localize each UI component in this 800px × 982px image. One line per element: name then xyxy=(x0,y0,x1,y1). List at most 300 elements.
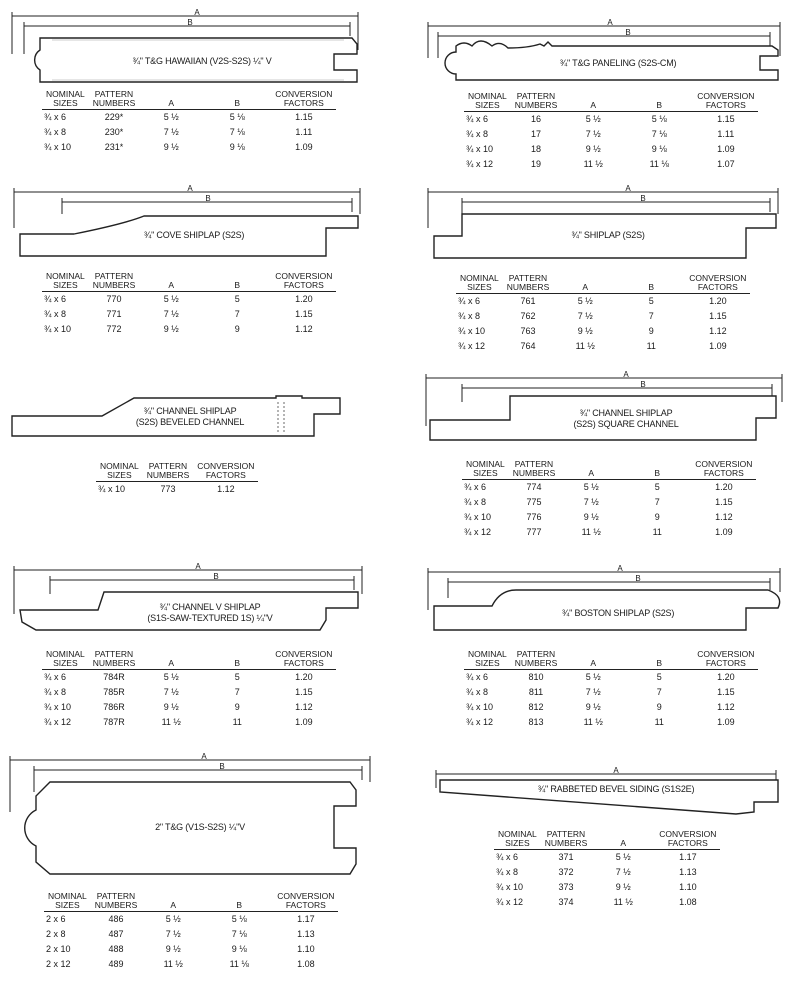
cell-a: 7 ½ xyxy=(615,867,631,877)
cell-size: 2 x 8 xyxy=(46,929,66,939)
profile-label-line: ¾" CHANNEL V SHIPLAP xyxy=(159,602,261,612)
cell-pattern: 230* xyxy=(104,127,124,137)
cell-pattern: 487 xyxy=(108,929,124,939)
cell-pattern: 372 xyxy=(558,867,574,877)
cell-factor: 1.17 xyxy=(297,914,315,924)
header-pattern: PATTERN NUMBERS xyxy=(503,274,554,294)
profile-drawing-tg-hawaiian xyxy=(12,8,372,88)
profile-drawing-cove-shiplap xyxy=(14,184,374,264)
cell-size: ¾ x 8 xyxy=(466,129,489,139)
header-b: B xyxy=(205,892,273,912)
table-row xyxy=(44,927,338,942)
cell-b: 9 xyxy=(234,702,240,712)
cell-pattern: 784R xyxy=(103,672,125,682)
cell-pattern: 18 xyxy=(530,144,541,154)
cell-a: 7 ½ xyxy=(577,311,593,321)
cell-a: 5 ½ xyxy=(163,672,179,682)
cell-size: ¾ x 12 xyxy=(44,717,72,727)
cell-b: 11 ⅛ xyxy=(649,159,669,169)
cell-a: 5 ½ xyxy=(583,482,599,492)
cell-factor: 1.20 xyxy=(717,672,735,682)
cell-factor: 1.12 xyxy=(717,702,735,712)
cell-pattern: 17 xyxy=(530,129,541,139)
profile-label xyxy=(110,602,310,624)
table-row xyxy=(464,700,758,715)
spec-table xyxy=(42,90,336,155)
cell-pattern: 763 xyxy=(520,326,536,336)
dim-label-b: B xyxy=(640,194,646,203)
cell-size: ¾ x 12 xyxy=(464,527,492,537)
cell-b: 9 ⅛ xyxy=(651,144,667,154)
cell-a: 5 ½ xyxy=(615,852,631,862)
table-row xyxy=(42,292,336,308)
cell-factor: 1.15 xyxy=(717,687,735,697)
cell-factor: 1.12 xyxy=(709,326,727,336)
cell-pattern: 371 xyxy=(558,852,574,862)
cell-pattern: 776 xyxy=(526,512,542,522)
dim-label-a: A xyxy=(607,18,613,27)
cell-factor: 1.15 xyxy=(295,112,313,122)
header-b: B xyxy=(203,90,271,110)
profile-label: ¾" BOSTON SHIPLAP (S2S) xyxy=(561,608,675,618)
cell-size: ¾ x 8 xyxy=(458,311,481,321)
cell-pattern: 374 xyxy=(558,897,574,907)
header-nominal: NOMINAL SIZES xyxy=(96,462,143,482)
table-row xyxy=(456,294,750,310)
cell-pattern: 373 xyxy=(558,882,574,892)
cell-factor: 1.11 xyxy=(295,127,313,137)
cell-pattern: 229* xyxy=(104,112,124,122)
cell-size: 2 x 6 xyxy=(46,914,66,924)
cell-pattern: 231* xyxy=(104,142,124,152)
dim-label-b: B xyxy=(635,574,641,583)
header-conversion: CONVERSION FACTORS xyxy=(685,274,750,294)
cell-factor: 1.07 xyxy=(717,159,735,169)
table-row xyxy=(464,670,758,686)
cell-a: 7 ½ xyxy=(163,309,179,319)
cell-b: 11 ⅛ xyxy=(229,959,249,969)
dim-label-a: A xyxy=(201,752,207,761)
header-conversion: CONVERSION FACTORS xyxy=(273,892,338,912)
header-b: B xyxy=(617,274,685,294)
cell-size: ¾ x 8 xyxy=(44,309,67,319)
profile-drawing-shiplap xyxy=(428,184,788,264)
header-nominal: NOMINAL SIZES xyxy=(42,650,89,670)
cell-size: ¾ x 10 xyxy=(44,702,72,712)
cell-pattern: 761 xyxy=(520,296,536,306)
cell-b: 7 xyxy=(648,311,654,321)
cell-size: ¾ x 10 xyxy=(496,882,524,892)
cell-b: 5 xyxy=(648,296,654,306)
cell-b: 5 ⅛ xyxy=(231,914,247,924)
cell-b: 5 ⅛ xyxy=(651,114,667,124)
cell-size: ¾ x 6 xyxy=(44,672,67,682)
cell-size: ¾ x 6 xyxy=(458,296,481,306)
profile-label-line: (S2S) SQUARE CHANNEL xyxy=(573,419,679,429)
cell-b: 9 ⅛ xyxy=(231,944,247,954)
header-conversion: CONVERSION FACTORS xyxy=(693,92,758,112)
spec-table xyxy=(464,650,758,730)
cell-factor: 1.15 xyxy=(717,114,735,124)
header-b: B xyxy=(203,650,271,670)
cell-size: ¾ x 6 xyxy=(466,672,489,682)
cell-b: 5 xyxy=(234,672,240,682)
table-row xyxy=(464,715,758,730)
header-nominal: NOMINAL SIZES xyxy=(456,274,503,294)
cell-factor: 1.15 xyxy=(295,309,313,319)
header-nominal: NOMINAL SIZES xyxy=(464,650,511,670)
cell-size: ¾ x 12 xyxy=(466,159,494,169)
header-a: A xyxy=(139,272,203,292)
spec-table xyxy=(42,650,336,730)
cell-b: 7 xyxy=(654,497,660,507)
dim-label-a: A xyxy=(195,562,201,571)
header-conversion: CONVERSION FACTORS xyxy=(271,272,336,292)
cell-factor: 1.09 xyxy=(709,341,727,351)
table-row xyxy=(462,495,756,510)
header-pattern: PATTERN NUMBERS xyxy=(89,90,140,110)
cell-pattern: 774 xyxy=(526,482,542,492)
table-row xyxy=(464,142,758,157)
cell-factor: 1.09 xyxy=(295,142,313,152)
profile-drawing-boston-shiplap xyxy=(428,564,788,644)
header-a: A xyxy=(553,274,617,294)
cell-pattern: 777 xyxy=(526,527,542,537)
dim-label-a: A xyxy=(623,370,629,379)
dim-label-a: A xyxy=(194,8,200,17)
cell-factor: 1.10 xyxy=(679,882,697,892)
cell-b: 7 ⅛ xyxy=(651,129,667,139)
cell-size: ¾ x 8 xyxy=(44,687,67,697)
cell-size: ¾ x 6 xyxy=(464,482,487,492)
cell-a: 11 ½ xyxy=(613,897,633,907)
dim-label-b: B xyxy=(219,762,225,771)
cell-factor: 1.20 xyxy=(295,294,313,304)
cell-factor: 1.20 xyxy=(295,672,313,682)
header-conversion: CONVERSION FACTORS xyxy=(271,90,336,110)
header-a: A xyxy=(561,650,625,670)
table-row xyxy=(464,157,758,172)
cell-size: 2 x 10 xyxy=(46,944,71,954)
header-conversion: CONVERSION FACTORS xyxy=(655,830,720,850)
header-nominal: NOMINAL SIZES xyxy=(494,830,541,850)
header-a: A xyxy=(559,460,623,480)
table-row xyxy=(456,339,750,354)
cell-b: 5 xyxy=(234,294,240,304)
cell-factor: 1.09 xyxy=(295,717,313,727)
cell-factor: 1.12 xyxy=(217,484,235,494)
table-row xyxy=(456,309,750,324)
spec-table xyxy=(462,460,756,540)
cell-a: 7 ½ xyxy=(585,687,601,697)
cell-pattern: 785R xyxy=(103,687,125,697)
cell-a: 9 ½ xyxy=(585,144,601,154)
table-row xyxy=(494,880,720,895)
table-row xyxy=(42,307,336,322)
cell-pattern: 812 xyxy=(528,702,544,712)
cell-factor: 1.11 xyxy=(717,129,735,139)
header-pattern: PATTERN NUMBERS xyxy=(541,830,592,850)
dim-label-b: B xyxy=(640,380,646,389)
table-row xyxy=(42,125,336,140)
dim-label-b: B xyxy=(625,28,631,37)
cell-size: ¾ x 10 xyxy=(44,142,72,152)
cell-factor: 1.09 xyxy=(715,527,733,537)
cell-size: ¾ x 12 xyxy=(458,341,486,351)
cell-factor: 1.13 xyxy=(297,929,315,939)
cell-size: ¾ x 12 xyxy=(496,897,524,907)
cell-b: 11 xyxy=(646,341,656,351)
cell-a: 9 ½ xyxy=(577,326,593,336)
cell-pattern: 771 xyxy=(106,309,122,319)
table-row xyxy=(42,322,336,337)
profile-label-line: ¾" CHANNEL SHIPLAP xyxy=(579,408,673,418)
cell-factor: 1.15 xyxy=(709,311,727,321)
cell-factor: 1.20 xyxy=(715,482,733,492)
cell-a: 11 ½ xyxy=(163,959,183,969)
cell-size: ¾ x 6 xyxy=(496,852,519,862)
cell-pattern: 773 xyxy=(160,484,176,494)
header-nominal: NOMINAL SIZES xyxy=(44,892,91,912)
header-pattern: PATTERN NUMBERS xyxy=(89,272,140,292)
cell-size: ¾ x 10 xyxy=(458,326,486,336)
cell-a: 9 ½ xyxy=(163,324,179,334)
cell-a: 7 ½ xyxy=(163,127,179,137)
cell-a: 7 ½ xyxy=(583,497,599,507)
header-nominal: NOMINAL SIZES xyxy=(462,460,509,480)
cell-a: 11 ½ xyxy=(161,717,181,727)
spec-table xyxy=(96,462,258,497)
cell-pattern: 764 xyxy=(520,341,536,351)
dim-label-b: B xyxy=(187,18,193,27)
dim-label-a: A xyxy=(617,564,623,573)
cell-pattern: 787R xyxy=(103,717,125,727)
cell-b: 7 ⅛ xyxy=(231,929,247,939)
dim-label-a: A xyxy=(625,184,631,193)
header-a: A xyxy=(139,650,203,670)
cell-size: 2 x 12 xyxy=(46,959,71,969)
cell-pattern: 16 xyxy=(530,114,541,124)
header-b: B xyxy=(625,650,693,670)
cell-b: 11 xyxy=(654,717,664,727)
header-pattern: PATTERN NUMBERS xyxy=(91,892,142,912)
cell-a: 9 ½ xyxy=(585,702,601,712)
cell-size: ¾ x 6 xyxy=(466,114,489,124)
cell-factor: 1.10 xyxy=(297,944,315,954)
cell-b: 11 xyxy=(232,717,242,727)
cell-a: 5 ½ xyxy=(163,112,179,122)
cell-a: 5 ½ xyxy=(163,294,179,304)
cell-size: ¾ x 8 xyxy=(44,127,67,137)
cell-factor: 1.13 xyxy=(679,867,697,877)
cell-a: 11 ½ xyxy=(583,159,603,169)
table-row xyxy=(494,865,720,880)
cell-factor: 1.15 xyxy=(295,687,313,697)
cell-pattern: 811 xyxy=(528,687,544,697)
cell-a: 9 ½ xyxy=(163,702,179,712)
cell-size: ¾ x 10 xyxy=(44,324,72,334)
cell-size: ¾ x 10 xyxy=(98,484,126,494)
header-a: A xyxy=(139,90,203,110)
cell-b: 7 xyxy=(234,309,240,319)
dim-label-b: B xyxy=(213,572,219,581)
header-conversion: CONVERSION FACTORS xyxy=(271,650,336,670)
header-a: A xyxy=(561,92,625,112)
cell-a: 11 ½ xyxy=(575,341,595,351)
profile-label: ¾" T&G HAWAIIAN (V2S-S2S) ¼" V xyxy=(132,56,272,66)
cell-factor: 1.09 xyxy=(717,144,735,154)
header-b: B xyxy=(203,272,271,292)
cell-a: 5 ½ xyxy=(577,296,593,306)
spec-table xyxy=(44,892,338,972)
profile-drawing-tg-paneling xyxy=(428,16,788,96)
table-row xyxy=(44,912,338,928)
header-conversion: CONVERSION FACTORS xyxy=(691,460,756,480)
cell-factor: 1.15 xyxy=(715,497,733,507)
header-conversion: CONVERSION FACTORS xyxy=(193,462,258,482)
cell-size: ¾ x 8 xyxy=(466,687,489,697)
profile-label-line: ¾" CHANNEL SHIPLAP xyxy=(143,406,237,416)
cell-size: ¾ x 8 xyxy=(496,867,519,877)
header-nominal: NOMINAL SIZES xyxy=(42,272,89,292)
cell-a: 9 ½ xyxy=(583,512,599,522)
cell-pattern: 19 xyxy=(530,159,541,169)
cell-size: ¾ x 10 xyxy=(466,702,494,712)
profile-label-line: (S2S) BEVELED CHANNEL xyxy=(135,417,245,427)
table-row xyxy=(42,700,336,715)
cell-pattern: 775 xyxy=(526,497,542,507)
header-pattern: PATTERN NUMBERS xyxy=(89,650,140,670)
header-b: B xyxy=(623,460,691,480)
cell-a: 11 ½ xyxy=(581,527,601,537)
table-row xyxy=(494,895,720,910)
table-row xyxy=(494,850,720,866)
header-a: A xyxy=(591,830,655,850)
header-a: A xyxy=(141,892,205,912)
table-row xyxy=(462,510,756,525)
cell-a: 5 ½ xyxy=(165,914,181,924)
table-row xyxy=(464,685,758,700)
header-pattern: PATTERN NUMBERS xyxy=(511,92,562,112)
cell-a: 7 ½ xyxy=(585,129,601,139)
table-row xyxy=(456,324,750,339)
cell-factor: 1.20 xyxy=(709,296,727,306)
cell-pattern: 770 xyxy=(106,294,122,304)
header-nominal: NOMINAL SIZES xyxy=(42,90,89,110)
profile-label: ¾" RABBETED BEVEL SIDING (S1S2E) xyxy=(537,784,695,794)
cell-b: 7 ⅛ xyxy=(229,127,245,137)
header-pattern: PATTERN NUMBERS xyxy=(509,460,560,480)
cell-b: 9 xyxy=(234,324,240,334)
cell-a: 11 ½ xyxy=(583,717,603,727)
profile-label xyxy=(110,406,270,428)
header-pattern: PATTERN NUMBERS xyxy=(511,650,562,670)
cell-b: 9 xyxy=(656,702,662,712)
cell-a: 5 ½ xyxy=(585,114,601,124)
table-row xyxy=(464,127,758,142)
spec-table xyxy=(456,274,750,354)
cell-factor: 1.17 xyxy=(679,852,697,862)
table-row xyxy=(42,140,336,155)
cell-factor: 1.08 xyxy=(679,897,697,907)
cell-pattern: 486 xyxy=(108,914,124,924)
cell-a: 7 ½ xyxy=(165,929,181,939)
profile-label: ¾" COVE SHIPLAP (S2S) xyxy=(143,230,245,240)
cell-b: 9 ⅛ xyxy=(229,142,245,152)
table-row xyxy=(42,110,336,126)
cell-factor: 1.12 xyxy=(715,512,733,522)
table-row xyxy=(42,685,336,700)
cell-size: ¾ x 12 xyxy=(466,717,494,727)
table-row xyxy=(462,525,756,540)
cell-a: 9 ½ xyxy=(163,142,179,152)
cell-b: 9 xyxy=(648,326,654,336)
table-row xyxy=(464,112,758,128)
profile-label: ¾" T&G PANELING (S2S-CM) xyxy=(559,58,677,68)
spec-table xyxy=(42,272,336,337)
dim-label-a: A xyxy=(187,184,193,193)
table-row xyxy=(96,482,258,498)
cell-factor: 1.12 xyxy=(295,324,313,334)
cell-b: 9 xyxy=(654,512,660,522)
cell-size: ¾ x 6 xyxy=(44,112,67,122)
profile-drawing-tg-2in xyxy=(10,752,370,882)
cell-pattern: 488 xyxy=(108,944,124,954)
cell-a: 9 ½ xyxy=(615,882,631,892)
cell-size: ¾ x 6 xyxy=(44,294,67,304)
dim-label-a: A xyxy=(613,766,619,775)
cell-size: ¾ x 8 xyxy=(464,497,487,507)
cell-pattern: 810 xyxy=(528,672,544,682)
header-pattern: PATTERN NUMBERS xyxy=(143,462,194,482)
profile-label: 2" T&G (V1S-S2S) ¼"V xyxy=(155,822,245,832)
cell-factor: 1.12 xyxy=(295,702,313,712)
cell-b: 5 xyxy=(654,482,660,492)
cell-b: 5 xyxy=(656,672,662,682)
spec-table xyxy=(494,830,720,910)
header-conversion: CONVERSION FACTORS xyxy=(693,650,758,670)
cell-a: 5 ½ xyxy=(585,672,601,682)
cell-b: 11 xyxy=(652,527,662,537)
cell-size: ¾ x 10 xyxy=(466,144,494,154)
header-nominal: NOMINAL SIZES xyxy=(464,92,511,112)
table-row xyxy=(42,670,336,686)
profile-label-line: (S1S-SAW-TEXTURED 1S) ¼"V xyxy=(147,613,273,623)
cell-pattern: 813 xyxy=(528,717,544,727)
table-row xyxy=(462,480,756,496)
cell-b: 7 xyxy=(656,687,662,697)
cell-size: ¾ x 10 xyxy=(464,512,492,522)
header-b: B xyxy=(625,92,693,112)
cell-pattern: 786R xyxy=(103,702,125,712)
cell-pattern: 489 xyxy=(108,959,124,969)
cell-pattern: 762 xyxy=(520,311,536,321)
table-row xyxy=(44,957,338,972)
cell-a: 7 ½ xyxy=(163,687,179,697)
profile-label: ¾" SHIPLAP (S2S) xyxy=(571,230,645,240)
cell-a: 9 ½ xyxy=(165,944,181,954)
profile-label xyxy=(536,408,716,430)
cell-factor: 1.09 xyxy=(717,717,735,727)
table-row xyxy=(42,715,336,730)
cell-factor: 1.08 xyxy=(297,959,315,969)
cell-pattern: 772 xyxy=(106,324,122,334)
spec-table xyxy=(464,92,758,172)
cell-b: 5 ⅛ xyxy=(229,112,245,122)
cell-b: 7 xyxy=(234,687,240,697)
dim-label-b: B xyxy=(205,194,211,203)
table-row xyxy=(44,942,338,957)
